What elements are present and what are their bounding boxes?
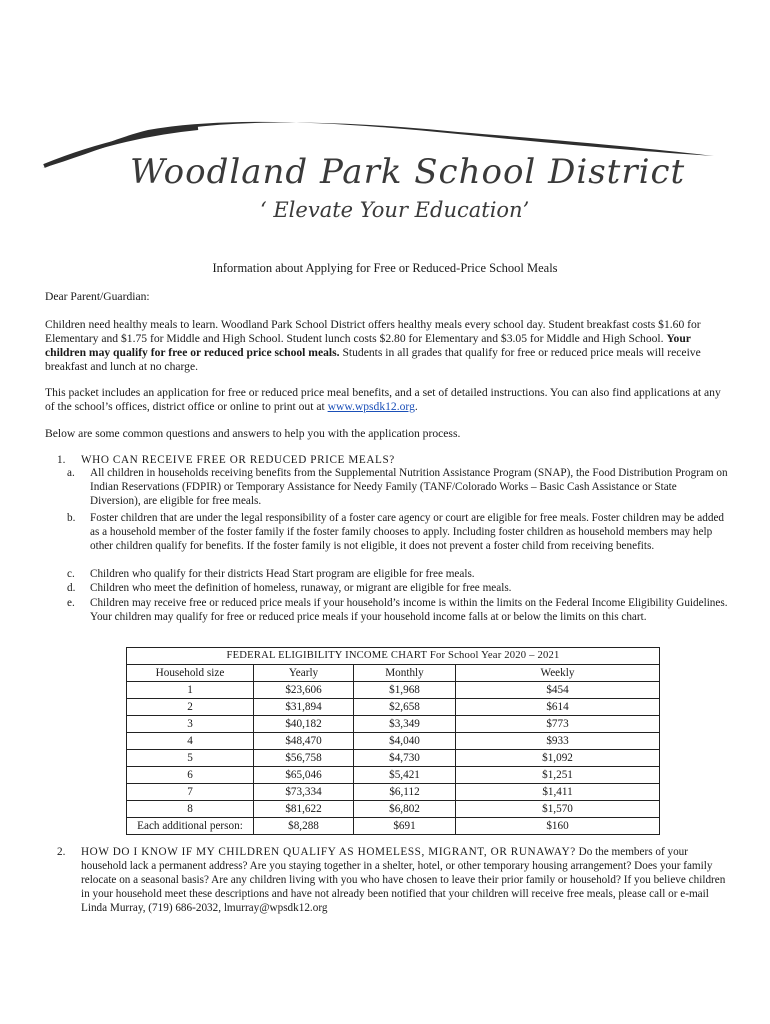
table-cell: $23,606 <box>254 682 354 699</box>
table-cell: $73,334 <box>254 784 354 801</box>
table-cell: $691 <box>354 818 456 835</box>
table-row <box>127 801 660 818</box>
question-2-body <box>81 845 731 915</box>
document-title: Information about Applying for Free or Reduced-Price School Meals <box>212 261 558 275</box>
question-2-text: Do the members of your household lack a permanent address? Are you staying together in a shelter, hotel, or other temporary housing arrangement? Does your family relocate on a seasonal basis? Are any children living with you who have chosen to leave their prior family or household? If you believe children in your household meet these descriptions and have not already been notified that your children will receive free meals, please call or e-mail Linda Murray, (719) 686-2032, lmurray@wpsdk12.org <box>81 846 726 914</box>
table-row <box>127 699 660 716</box>
question-1-heading: WHO CAN RECEIVE FREE OR REDUCED PRICE MEALS? <box>81 454 395 466</box>
packet-end: . <box>414 400 418 413</box>
table-cell: $4,730 <box>354 750 456 767</box>
intro-bold-text: Your children may qualify for free or reduced price school meals. <box>45 332 691 359</box>
table-header-cell: Household size <box>127 665 254 682</box>
table-cell: $773 <box>456 716 660 733</box>
table-cell: $65,046 <box>254 767 354 784</box>
list-item-text: Children who meet the definition of homeless, runaway, or migrant are eligible for free meals. <box>90 582 512 594</box>
table-cell: $4,040 <box>354 733 456 750</box>
table-cell: 5 <box>127 750 254 767</box>
table-cell: 1 <box>127 682 254 699</box>
table-cell: $614 <box>456 699 660 716</box>
table-header-cell: Weekly <box>456 665 660 682</box>
table-cell: $48,470 <box>254 733 354 750</box>
table-cell: 8 <box>127 801 254 818</box>
table-cell: 4 <box>127 733 254 750</box>
table-row <box>127 682 660 699</box>
list-item-text: Children who qualify for their districts Head Start program are eligible for free meals. <box>90 568 475 580</box>
table-header-cell: Monthly <box>354 665 456 682</box>
table-row <box>127 733 660 750</box>
intro-text-2: Students in all grades that qualify for free or reduced price meals will receive breakfast and lunch at no charge. <box>45 346 701 373</box>
table-cell: $1,411 <box>456 784 660 801</box>
district-logo <box>38 118 718 236</box>
intro-text-1: Children need healthy meals to learn. Woodland Park School District offers healthy meals every school day. Student breakfast costs $1.60 for Elementary and $1.75 for Middle and High School. Student lunch costs $2.80 for Elementary and $3.05 for Middle and High School. <box>45 318 701 345</box>
list-item-text: All children in households receiving benefits from the Supplemental Nutrition Assistance Program (SNAP), the Food Distribution Program on Indian Reservations (FDPIR) or Temporary Assistance for Needy Family (TANF/Colorado Works – Basic Cash Assistance or State Diversion), are eligible for free meals. <box>90 467 728 507</box>
table-cell: Each additional person: <box>127 818 254 835</box>
table-cell: $1,570 <box>456 801 660 818</box>
table-row <box>127 767 660 784</box>
table-cell: $3,349 <box>354 716 456 733</box>
list-item-marker: d. <box>67 582 76 594</box>
table-cell: 6 <box>127 767 254 784</box>
website-link[interactable]: www.wpsdk12.org <box>327 400 415 413</box>
list-item-marker: a. <box>67 467 75 479</box>
table-cell: $6,112 <box>354 784 456 801</box>
question-1-number: 1. <box>57 454 66 466</box>
below-paragraph: Below are some common questions and answers to help you with the application process. <box>45 427 461 440</box>
table-header-row <box>127 665 660 682</box>
list-item-marker: c. <box>67 568 75 580</box>
table-row <box>127 818 660 835</box>
table-caption: FEDERAL ELIGIBILITY INCOME CHART For School Year 2020 – 2021 <box>127 648 660 665</box>
table-row <box>127 716 660 733</box>
intro-paragraph <box>45 318 725 374</box>
table-cell: 7 <box>127 784 254 801</box>
table-cell: $933 <box>456 733 660 750</box>
district-tagline: ‘ Elevate Your Education’ <box>260 198 530 222</box>
table-row <box>127 784 660 801</box>
list-item-marker: e. <box>67 597 75 609</box>
table-row <box>127 750 660 767</box>
table-cell: $40,182 <box>254 716 354 733</box>
list-item-marker: b. <box>67 512 76 524</box>
table-cell: $1,968 <box>354 682 456 699</box>
table-header-cell: Yearly <box>254 665 354 682</box>
table-cell: $31,894 <box>254 699 354 716</box>
table-cell: $5,421 <box>354 767 456 784</box>
list-item-text: Foster children that are under the legal responsibility of a foster care agency or court are eligible for free meals. Foster children may be added as a household member of the foster family if the foster family chooses to apply. Including foster children as household members may help other children qualify for benefits. If the foster family is not eligible, it does not prevent a foster child from receiving benefits. <box>90 512 725 552</box>
income-chart-table <box>126 647 660 835</box>
list-item-text: Children may receive free or reduced price meals if your household’s income is within the limits on the Federal Income Eligibility Guidelines. Your children may qualify for free or reduced price meals if your household income falls at or below the limits on this chart. <box>90 597 728 623</box>
table-cell: $2,658 <box>354 699 456 716</box>
question-2-heading: HOW DO I KNOW IF MY CHILDREN QUALIFY AS HOMELESS, MIGRANT, OR RUNAWAY? <box>81 846 576 858</box>
table-cell: 3 <box>127 716 254 733</box>
table-cell: $81,622 <box>254 801 354 818</box>
table-cell: $56,758 <box>254 750 354 767</box>
greeting: Dear Parent/Guardian: <box>45 290 150 303</box>
table-cell: $8,288 <box>254 818 354 835</box>
table-cell: $454 <box>456 682 660 699</box>
question-2-number: 2. <box>57 846 66 858</box>
packet-paragraph <box>45 386 725 414</box>
table-cell: $6,802 <box>354 801 456 818</box>
packet-text: This packet includes an application for free or reduced price meal benefits, and a set of detailed instructions. You can also find applications at any of the school’s offices, district office or online to print out at <box>45 386 721 413</box>
district-name: Woodland Park School District <box>130 152 686 192</box>
table-cell: 2 <box>127 699 254 716</box>
table-caption-row <box>127 648 660 665</box>
table-cell: $1,092 <box>456 750 660 767</box>
table-cell: $160 <box>456 818 660 835</box>
table-cell: $1,251 <box>456 767 660 784</box>
